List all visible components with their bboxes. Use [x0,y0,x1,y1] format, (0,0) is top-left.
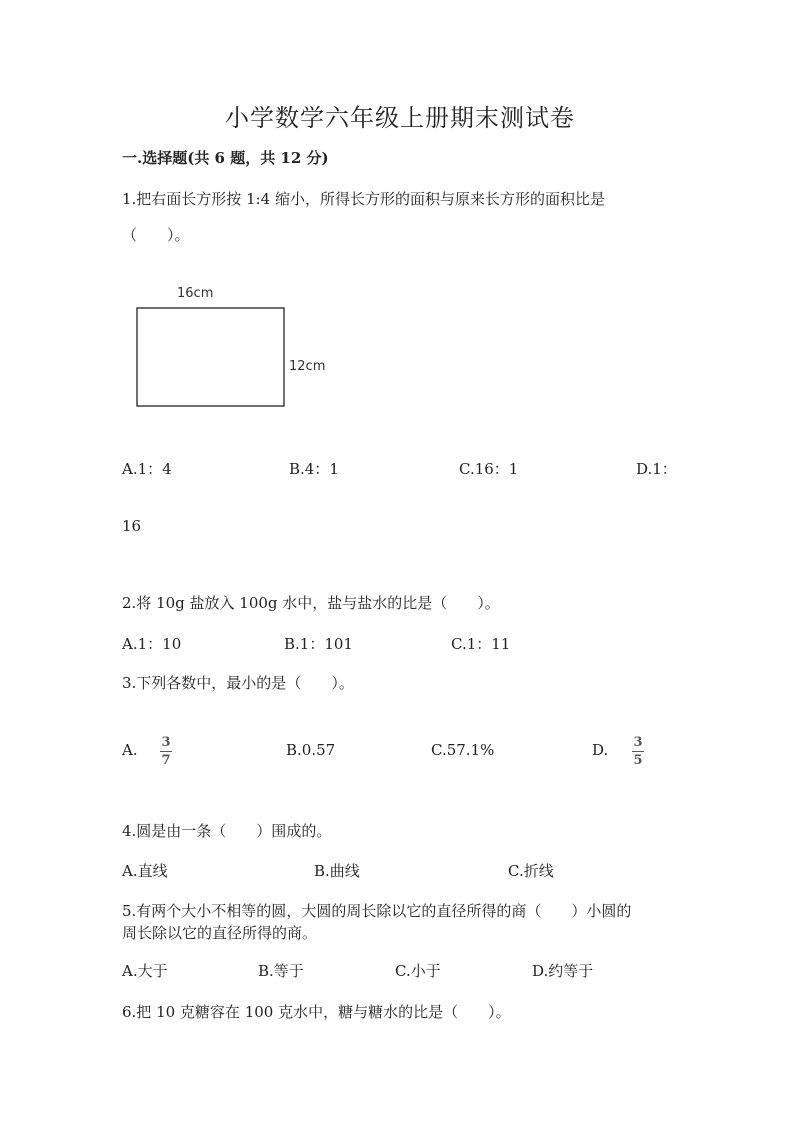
rectangle-shape [137,308,284,406]
rectangle-figure [122,278,352,418]
fraction-numerator: 3 [161,735,171,750]
question-6-text: 6.把 10 克糖容在 100 克水中，糖与糖水的比是（ ）。 [122,1003,511,1021]
q3-option-d[interactable]: D. [592,741,609,759]
q2-option-c[interactable]: C.1：11 [451,635,511,653]
q3-option-a[interactable]: A. [122,741,138,759]
q4-option-b[interactable]: B.曲线 [314,862,360,880]
q1-option-d[interactable]: D.1： [636,460,677,478]
q2-option-b[interactable]: B.1：101 [284,635,353,653]
question-1-blank: （ ）。 [122,226,190,244]
fraction-denominator: 7 [161,753,171,768]
question-3-text: 3.下列各数中，最小的是（ ）。 [122,674,354,692]
fraction-3-5 [631,736,645,767]
q3-option-b[interactable]: B.0.57 [286,741,336,759]
fraction-denominator: 5 [633,753,643,768]
question-5-text-cont: 周长除以它的直径所得的商。 [122,924,318,942]
q1-option-a[interactable]: A.1：4 [122,460,172,478]
width-label: 16cm [177,286,214,301]
q2-option-a[interactable]: A.1：10 [122,635,182,653]
section-heading: 一.选择题(共 6 题，共 12 分) [122,149,329,167]
question-1-text: 1.把右面长方形按 1:4 缩小，所得长方形的面积与原来长方形的面积比是 [122,190,605,208]
q1-option-b[interactable]: B.4：1 [289,460,339,478]
fraction-3-7 [159,736,173,767]
q5-option-b[interactable]: B.等于 [258,962,304,980]
fraction-bar [632,751,644,752]
q1-option-d-wrap: 16 [122,517,142,535]
fraction-bar [160,751,172,752]
q5-option-a[interactable]: A.大于 [122,962,168,980]
height-label: 12cm [289,359,326,374]
fraction-numerator: 3 [633,735,643,750]
q4-option-c[interactable]: C.折线 [508,862,554,880]
q5-option-c[interactable]: C.小于 [395,962,441,980]
q1-option-c[interactable]: C.16：1 [459,460,519,478]
question-4-text: 4.圆是由一条（ ）围成的。 [122,822,332,840]
question-2-text: 2.将 10g 盐放入 100g 水中，盐与盐水的比是（ ）。 [122,594,500,612]
q3-option-c[interactable]: C.57.1% [431,741,495,759]
page-title: 小学数学六年级上册期末测试卷 [225,104,575,132]
question-5-text: 5.有两个大小不相等的圆，大圆的周长除以它的直径所得的商（ ）小圆的 [122,902,632,920]
q5-option-d[interactable]: D.约等于 [532,962,594,980]
q4-option-a[interactable]: A.直线 [122,862,168,880]
